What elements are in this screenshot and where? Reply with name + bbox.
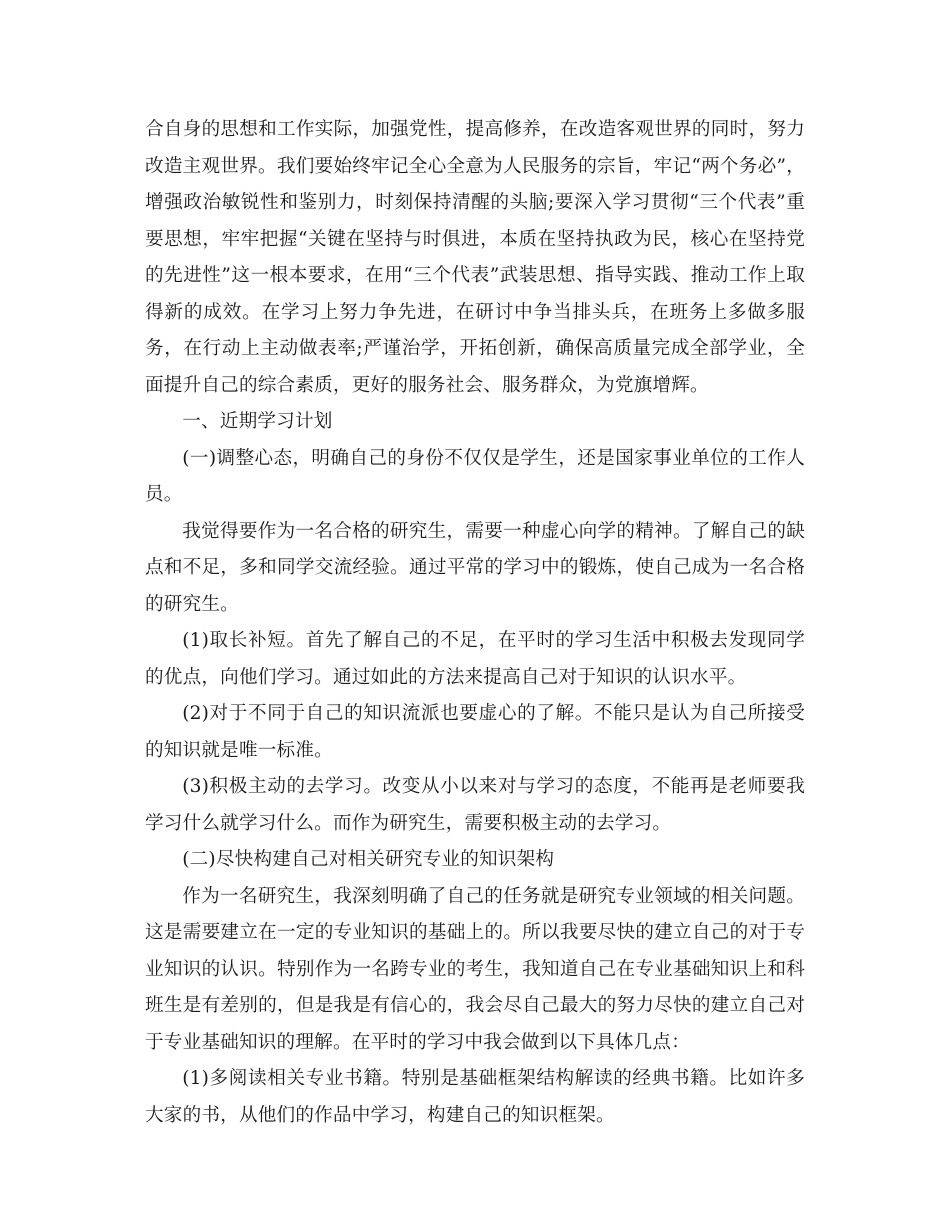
section-heading-recent-plan: 一、近期学习计划 (182, 411, 333, 432)
paragraph-research-task: 作为一名研究生，我深刻明确了自己的任务就是研究专业领域的相关问题。这是需要建立在一定的专业知识的基础上的。所以我要尽快的建立自己的对于专业知识的认识。特别作为一名跨专业的考生，我知道自己在专业基础知识上和科班生是有差别的，但是我是有信心的，我会尽自己最大的努力尽快的建立自己对于专业基础知识的理解。在平时的学习中我会做到以下具体几点： (145, 885, 805, 1053)
list-item-2: (2)对于不同于自己的知识流派也要虚心的了解。不能只是认为自己所接受的知识就是唯一标准。 (145, 703, 805, 761)
paragraph-qualified-graduate: 我觉得要作为一名合格的研究生，需要一种虚心向学的精神。了解自己的缺点和不足，多和同学交流经验。通过平常的学习中的锻炼，使自己成为一名合格的研究生。 (145, 520, 805, 615)
list-item-3: (3)积极主动的去学习。改变从小以来对与学习的态度，不能再是老师要我学习什么就学习什么。而作为研究生，需要积极主动的去学习。 (145, 776, 805, 834)
list-item-1: (1)取长补短。首先了解自己的不足，在平时的学习生活中积极去发现同学的优点，向他们学习。通过如此的方法来提高自己对于知识的认识水平。 (145, 630, 805, 688)
subsection-heading-adjust-mindset: (一)调整心态，明确自己的身份不仅仅是学生，还是国家事业单位的工作人员。 (145, 447, 805, 505)
paragraph-continuation: 合自身的思想和工作实际，加强党性，提高修养，在改造客观世界的同时，努力改造主观世界。我们要始终牢记全心全意为人民服务的宗旨，牢记“两个务必”，增强政治敏锐性和鉴别力，时刻保持清醒的头脑;要深入学习贯彻“三个代表”重要思想，牢牢把握“关键在坚持与时俱进，本质在坚持执政为民，核心在坚持党的先进性”这一根本要求，在用“三个代表”武装思想、指导实践、推动工作上取得新的成效。在学习上努力争先进，在研讨中争当排头兵，在班务上多做多服务，在行动上主动做表率;严谨治学，开拓创新，确保高质量完成全部学业，全面提升自己的综合素质，更好的服务社会、服务群众，为党旗增辉。 (145, 119, 805, 396)
list-item-read-books: (1)多阅读相关专业书籍。特别是基础框架结构解读的经典书籍。比如许多大家的书，从他们的作品中学习，构建自己的知识框架。 (145, 1068, 805, 1126)
document-page (145, 112, 805, 1134)
subsection-heading-knowledge-framework: (二)尽快构建自己对相关研究专业的知识架构 (182, 849, 555, 870)
